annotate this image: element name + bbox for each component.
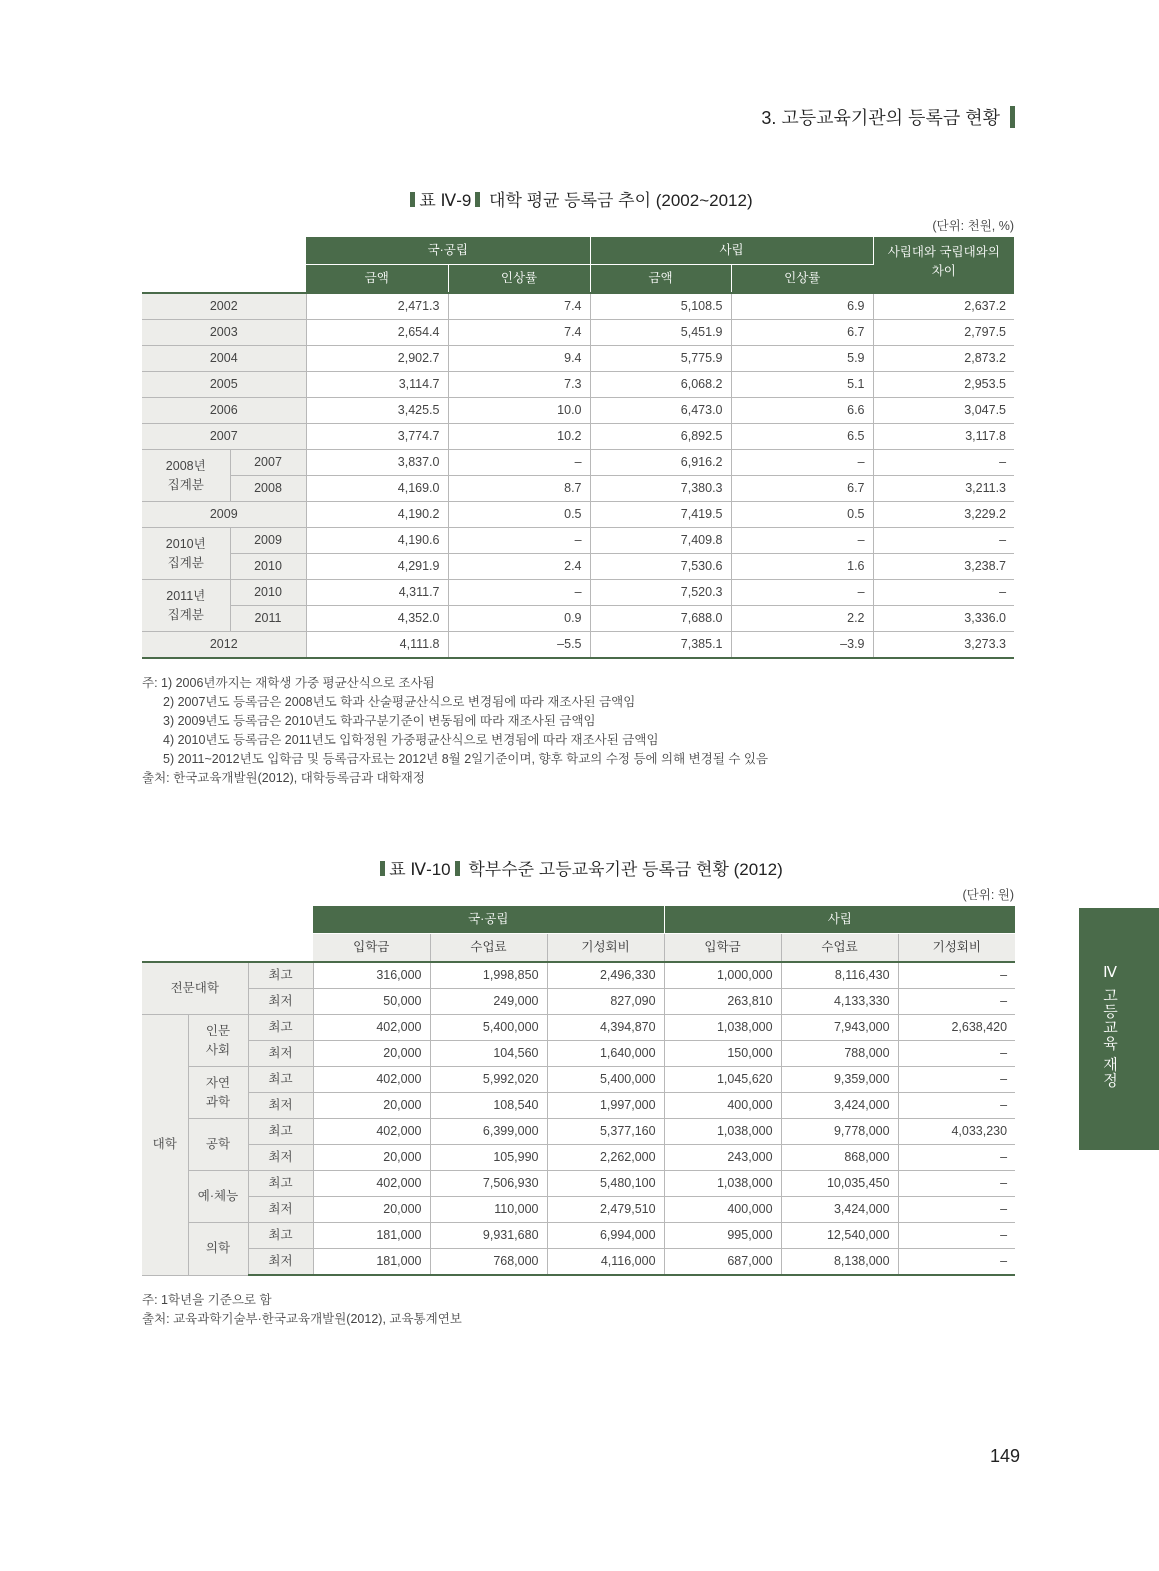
value-cell: 181,000 — [313, 1249, 430, 1276]
year-label: 2012 — [142, 632, 306, 659]
value-cell: 7,419.5 — [590, 502, 731, 528]
note-line: 3) 2009년도 등록금은 2010년도 학과구분기준이 변동됨에 따라 재조사된 금액임 — [163, 714, 596, 728]
table-row — [142, 606, 1014, 632]
value-cell: – — [898, 1249, 1015, 1276]
field-label: 공학 — [188, 1119, 248, 1171]
year-label: 2009 — [230, 528, 306, 554]
value-cell: 8,138,000 — [781, 1249, 898, 1276]
value-cell: 1,000,000 — [664, 962, 781, 989]
note-line: 5) 2011~2012년도 입학금 및 등록금자료는 2012년 8월 2일기준이며, 향후 학교의 수정 등에 의해 변경될 수 있음 — [163, 752, 769, 766]
table-row — [142, 1093, 1015, 1119]
running-head — [761, 104, 1015, 130]
chapter-title: 고등교육 재정 — [1101, 987, 1118, 1089]
value-cell: – — [898, 1041, 1015, 1067]
table-row — [142, 320, 1014, 346]
value-cell: 6.7 — [731, 476, 873, 502]
header-private: 사립 — [590, 237, 873, 265]
value-cell: 768,000 — [430, 1249, 547, 1276]
value-cell: 5,108.5 — [590, 293, 731, 320]
year-label: 2004 — [142, 346, 306, 372]
value-cell: 6,399,000 — [430, 1119, 547, 1145]
value-cell: – — [898, 962, 1015, 989]
year-label: 2011 — [230, 606, 306, 632]
year-label: 2007 — [230, 450, 306, 476]
value-cell: – — [898, 1093, 1015, 1119]
value-cell: 7.3 — [448, 372, 590, 398]
value-cell: –5.5 — [448, 632, 590, 659]
value-cell: 2,797.5 — [873, 320, 1014, 346]
field-label: 의학 — [188, 1223, 248, 1276]
value-cell: 243,000 — [664, 1145, 781, 1171]
value-cell: 7,688.0 — [590, 606, 731, 632]
field-label: 자연 과학 — [188, 1067, 248, 1119]
table-row — [142, 1015, 1015, 1041]
value-cell: – — [873, 580, 1014, 606]
table-row — [142, 424, 1014, 450]
kind-label: 최고 — [248, 1015, 313, 1041]
value-cell: 2,471.3 — [306, 293, 448, 320]
table1-title: 대학 평균 등록금 추이 (2002~2012) — [489, 191, 753, 210]
value-cell: 5,400,000 — [547, 1067, 664, 1093]
value-cell: – — [898, 1145, 1015, 1171]
chapter-tab-text — [1099, 963, 1120, 1088]
value-cell: – — [898, 1067, 1015, 1093]
kind-label: 최저 — [248, 1249, 313, 1276]
value-cell: 2,496,330 — [547, 962, 664, 989]
value-cell: 1,038,000 — [664, 1015, 781, 1041]
value-cell: 10.0 — [448, 398, 590, 424]
value-cell: 1,640,000 — [547, 1041, 664, 1067]
table2-label: 표 Ⅳ-10 — [389, 860, 451, 879]
header-national: 국·공립 — [306, 237, 590, 265]
value-cell: 3,211.3 — [873, 476, 1014, 502]
value-cell: – — [898, 1171, 1015, 1197]
value-cell: 110,000 — [430, 1197, 547, 1223]
table-row — [142, 372, 1014, 398]
table-row — [142, 528, 1014, 554]
year-label: 2002 — [142, 293, 306, 320]
table-row — [142, 1197, 1015, 1223]
value-cell: 5,992,020 — [430, 1067, 547, 1093]
value-cell: 4,116,000 — [547, 1249, 664, 1276]
value-cell: 6,892.5 — [590, 424, 731, 450]
value-cell: 7.4 — [448, 320, 590, 346]
value-cell: 4,311.7 — [306, 580, 448, 606]
value-cell: 7,530.6 — [590, 554, 731, 580]
field-label: 인문 사회 — [188, 1015, 248, 1067]
table1-unit: (단위: 천원, %) — [932, 219, 1014, 233]
header-rate: 인상률 — [731, 265, 873, 294]
note-line: 4) 2010년도 등록금은 2011년도 입학정원 가중평균산식으로 변경됨에 따라 재조사된 금액임 — [163, 733, 659, 747]
value-cell: 7,380.3 — [590, 476, 731, 502]
caption-marker — [475, 192, 480, 207]
value-cell: 12,540,000 — [781, 1223, 898, 1249]
value-cell: 9,359,000 — [781, 1067, 898, 1093]
value-cell: 2,637.2 — [873, 293, 1014, 320]
value-cell: 5.9 — [731, 346, 873, 372]
value-cell: 7,520.3 — [590, 580, 731, 606]
value-cell: – — [448, 580, 590, 606]
header-diff: 사립대와 국립대와의 차이 — [873, 237, 1014, 293]
value-cell: 20,000 — [313, 1145, 430, 1171]
table1-caption — [0, 186, 1159, 211]
value-cell: 7,506,930 — [430, 1171, 547, 1197]
value-cell: 2.4 — [448, 554, 590, 580]
value-cell: 4,190.6 — [306, 528, 448, 554]
value-cell: 9,931,680 — [430, 1223, 547, 1249]
table-row — [142, 962, 1015, 989]
year-label: 2006 — [142, 398, 306, 424]
value-cell: – — [873, 528, 1014, 554]
table-row — [142, 1119, 1015, 1145]
value-cell: 104,560 — [430, 1041, 547, 1067]
kind-label: 최저 — [248, 1145, 313, 1171]
header-tuition: 수업료 — [781, 934, 898, 963]
header-national: 국·공립 — [313, 906, 664, 934]
value-cell: 6,473.0 — [590, 398, 731, 424]
value-cell: 3,047.5 — [873, 398, 1014, 424]
value-cell: 7.4 — [448, 293, 590, 320]
year-label: 2007 — [142, 424, 306, 450]
value-cell: 50,000 — [313, 989, 430, 1015]
value-cell: 6.5 — [731, 424, 873, 450]
value-cell: 1,045,620 — [664, 1067, 781, 1093]
value-cell: 402,000 — [313, 1015, 430, 1041]
value-cell: 10.2 — [448, 424, 590, 450]
header-blank — [142, 906, 313, 962]
value-cell: 10,035,450 — [781, 1171, 898, 1197]
value-cell: 3,114.7 — [306, 372, 448, 398]
value-cell: 868,000 — [781, 1145, 898, 1171]
value-cell: 0.5 — [731, 502, 873, 528]
year-label: 2005 — [142, 372, 306, 398]
value-cell: 687,000 — [664, 1249, 781, 1276]
value-cell: 0.5 — [448, 502, 590, 528]
value-cell: 3,238.7 — [873, 554, 1014, 580]
group-label: 2008년 집계분 — [142, 450, 230, 502]
value-cell: 3,837.0 — [306, 450, 448, 476]
year-label: 2009 — [142, 502, 306, 528]
caption-marker — [455, 861, 460, 876]
note-line: 주: 1) 2006년까지는 재학생 가중 평균산식으로 조사됨 — [142, 676, 435, 690]
table-row — [142, 989, 1015, 1015]
value-cell: – — [731, 528, 873, 554]
value-cell: 1,998,850 — [430, 962, 547, 989]
value-cell: 2,654.4 — [306, 320, 448, 346]
value-cell: 6,916.2 — [590, 450, 731, 476]
header-support-fee: 기성회비 — [898, 934, 1015, 963]
header-private: 사립 — [664, 906, 1015, 934]
value-cell: 4,111.8 — [306, 632, 448, 659]
field-label: 예·체능 — [188, 1171, 248, 1223]
value-cell: – — [448, 450, 590, 476]
value-cell: 1.6 — [731, 554, 873, 580]
source-line: 출처: 한국교육개발원(2012), 대학등록금과 대학재정 — [142, 771, 425, 785]
table-row — [142, 502, 1014, 528]
value-cell: 4,291.9 — [306, 554, 448, 580]
table2-notes — [142, 1291, 462, 1329]
kind-label: 최고 — [248, 1171, 313, 1197]
value-cell: 400,000 — [664, 1197, 781, 1223]
value-cell: 9,778,000 — [781, 1119, 898, 1145]
value-cell: 2,479,510 — [547, 1197, 664, 1223]
value-cell: 827,090 — [547, 989, 664, 1015]
group-label: 2011년 집계분 — [142, 580, 230, 632]
header-rate: 인상률 — [448, 265, 590, 294]
year-label: 2010 — [230, 580, 306, 606]
value-cell: 995,000 — [664, 1223, 781, 1249]
value-cell: 3,424,000 — [781, 1197, 898, 1223]
chapter-numeral: Ⅳ — [1101, 963, 1118, 982]
value-cell: 6,994,000 — [547, 1223, 664, 1249]
value-cell: 316,000 — [313, 962, 430, 989]
kind-label: 최고 — [248, 1119, 313, 1145]
table-row — [142, 554, 1014, 580]
chapter-side-tab — [1079, 908, 1159, 1150]
value-cell: 105,990 — [430, 1145, 547, 1171]
value-cell: 4,033,230 — [898, 1119, 1015, 1145]
value-cell: – — [898, 1223, 1015, 1249]
value-cell: 4,352.0 — [306, 606, 448, 632]
tuition-trend-table — [142, 237, 1014, 659]
value-cell: 9.4 — [448, 346, 590, 372]
value-cell: – — [898, 989, 1015, 1015]
table-row — [142, 293, 1014, 320]
header-amount: 금액 — [306, 265, 448, 294]
category-label: 전문대학 — [142, 962, 248, 1015]
kind-label: 최고 — [248, 962, 313, 989]
value-cell: – — [898, 1197, 1015, 1223]
value-cell: 5,451.9 — [590, 320, 731, 346]
value-cell: 20,000 — [313, 1041, 430, 1067]
category-label: 대학 — [142, 1015, 188, 1276]
value-cell: 3,425.5 — [306, 398, 448, 424]
value-cell: 3,229.2 — [873, 502, 1014, 528]
table-row — [142, 1249, 1015, 1276]
value-cell: 263,810 — [664, 989, 781, 1015]
value-cell: – — [731, 450, 873, 476]
value-cell: 2,953.5 — [873, 372, 1014, 398]
value-cell: 6.6 — [731, 398, 873, 424]
table-row — [142, 632, 1014, 659]
value-cell: 3,774.7 — [306, 424, 448, 450]
header-amount: 금액 — [590, 265, 731, 294]
header-blank — [142, 237, 306, 293]
value-cell: 0.9 — [448, 606, 590, 632]
table-row — [142, 1145, 1015, 1171]
table-row — [142, 398, 1014, 424]
value-cell: – — [873, 450, 1014, 476]
value-cell: 3,273.3 — [873, 632, 1014, 659]
note-line: 2) 2007년도 등록금은 2008년도 학과 산술평균산식으로 변경됨에 따라 재조사된 금액임 — [163, 695, 636, 709]
value-cell: 3,424,000 — [781, 1093, 898, 1119]
value-cell: 4,133,330 — [781, 989, 898, 1015]
value-cell: 6.9 — [731, 293, 873, 320]
value-cell: 1,038,000 — [664, 1171, 781, 1197]
header-admission: 입학금 — [313, 934, 430, 963]
value-cell: 5,480,100 — [547, 1171, 664, 1197]
value-cell: 2.2 — [731, 606, 873, 632]
table2-unit: (단위: 원) — [962, 888, 1014, 902]
table-row — [142, 476, 1014, 502]
value-cell: 20,000 — [313, 1093, 430, 1119]
tuition-status-table — [142, 906, 1015, 1276]
value-cell: 400,000 — [664, 1093, 781, 1119]
value-cell: 7,409.8 — [590, 528, 731, 554]
value-cell: 20,000 — [313, 1197, 430, 1223]
header-support-fee: 기성회비 — [547, 934, 664, 963]
header-tuition: 수업료 — [430, 934, 547, 963]
value-cell: 3,117.8 — [873, 424, 1014, 450]
value-cell: 3,336.0 — [873, 606, 1014, 632]
value-cell: 8.7 — [448, 476, 590, 502]
year-label: 2010 — [230, 554, 306, 580]
value-cell: – — [731, 580, 873, 606]
value-cell: – — [448, 528, 590, 554]
value-cell: –3.9 — [731, 632, 873, 659]
group-label: 2010년 집계분 — [142, 528, 230, 580]
table-row — [142, 346, 1014, 372]
value-cell: 6.7 — [731, 320, 873, 346]
table-row — [142, 1041, 1015, 1067]
table-row — [142, 450, 1014, 476]
section-title: 3. 고등교육기관의 등록금 현황 — [761, 108, 1000, 128]
table-row — [142, 1067, 1015, 1093]
year-label: 2008 — [230, 476, 306, 502]
year-label: 2003 — [142, 320, 306, 346]
value-cell: 4,169.0 — [306, 476, 448, 502]
value-cell: 5,775.9 — [590, 346, 731, 372]
value-cell: 402,000 — [313, 1171, 430, 1197]
value-cell: 2,262,000 — [547, 1145, 664, 1171]
value-cell: 8,116,430 — [781, 962, 898, 989]
value-cell: 5,377,160 — [547, 1119, 664, 1145]
table2-title: 학부수준 고등교육기관 등록금 현황 (2012) — [468, 860, 783, 879]
value-cell: 4,394,870 — [547, 1015, 664, 1041]
value-cell: 402,000 — [313, 1119, 430, 1145]
value-cell: 108,540 — [430, 1093, 547, 1119]
value-cell: 4,190.2 — [306, 502, 448, 528]
value-cell: 249,000 — [430, 989, 547, 1015]
value-cell: 2,902.7 — [306, 346, 448, 372]
value-cell: 7,943,000 — [781, 1015, 898, 1041]
table-row — [142, 1223, 1015, 1249]
kind-label: 최고 — [248, 1223, 313, 1249]
value-cell: 7,385.1 — [590, 632, 731, 659]
kind-label: 최저 — [248, 1093, 313, 1119]
value-cell: 181,000 — [313, 1223, 430, 1249]
source-line: 출처: 교육과학기술부·한국교육개발원(2012), 교육통계연보 — [142, 1312, 462, 1326]
table1-notes — [142, 674, 768, 788]
kind-label: 최저 — [248, 1197, 313, 1223]
kind-label: 최저 — [248, 989, 313, 1015]
value-cell: 788,000 — [781, 1041, 898, 1067]
kind-label: 최고 — [248, 1067, 313, 1093]
note-line: 주: 1학년을 기준으로 함 — [142, 1293, 272, 1307]
table-row — [142, 580, 1014, 606]
caption-marker — [410, 192, 415, 207]
value-cell: 5.1 — [731, 372, 873, 398]
value-cell: 1,997,000 — [547, 1093, 664, 1119]
table1-label: 표 Ⅳ-9 — [419, 191, 472, 210]
value-cell: 6,068.2 — [590, 372, 731, 398]
table-row — [142, 1171, 1015, 1197]
value-cell: 402,000 — [313, 1067, 430, 1093]
kind-label: 최저 — [248, 1041, 313, 1067]
value-cell: 2,873.2 — [873, 346, 1014, 372]
value-cell: 1,038,000 — [664, 1119, 781, 1145]
page-number: 149 — [989, 1446, 1020, 1466]
value-cell: 2,638,420 — [898, 1015, 1015, 1041]
header-admission: 입학금 — [664, 934, 781, 963]
value-cell: 150,000 — [664, 1041, 781, 1067]
section-bar — [1010, 106, 1015, 128]
table2-caption — [0, 855, 1159, 880]
caption-marker — [380, 861, 385, 876]
value-cell: 5,400,000 — [430, 1015, 547, 1041]
